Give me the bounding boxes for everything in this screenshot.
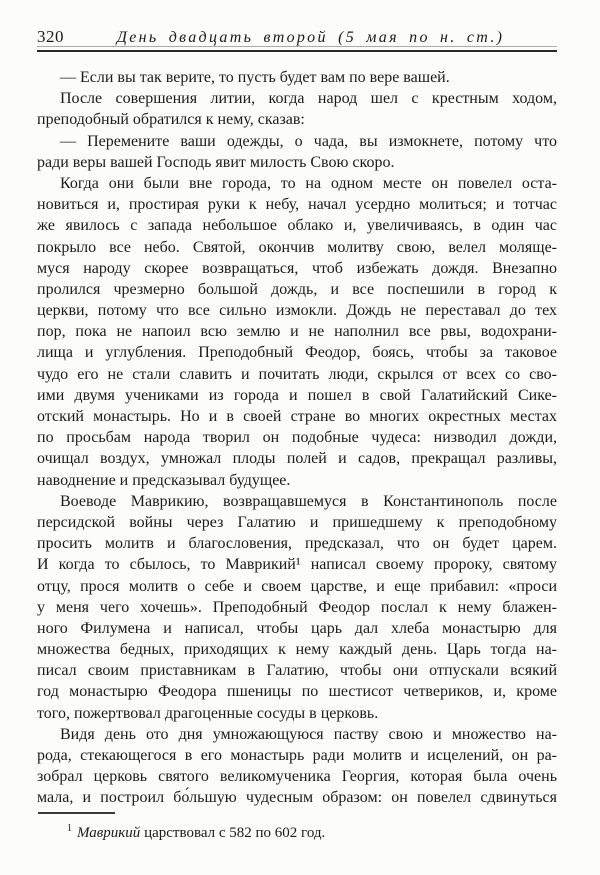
text-line: Когда они были вне города, то на одном месте он повелел оста- [60,174,557,192]
text-line: отцу, прося молитв о себе и своем царстве, и еще прибавил: «проси [37,577,557,595]
text-line: пор, пока не напоил всю землю и не наполнил все рвы, водохрани- [37,323,557,341]
footnote-text: царствовал с 582 по 602 год. [140,825,326,841]
text-line: просить молитв и благословения, предсказал, что он будет царем. [37,535,557,553]
text-line: преподобный обратился к нему, сказав: [37,111,305,129]
text-line: — Если вы так верите, то пусть будет вам по вере вашей. [60,69,450,86]
text-line: новиться и, простирая руки к небу, начал усердно молиться; и тотчас [37,196,557,214]
page-header [37,27,557,47]
paragraph [37,724,557,809]
running-title: День двадцать второй (5 мая по н. ст.) [116,29,505,46]
text-line: у меня чего хочешь». Преподобный Феодор послал к нему блажен- [37,598,557,616]
text-line: отский монастырь. Но и в своей стране во многих окрестных местах [37,408,557,425]
text-line: рода, стекающегося в его монастырь ради молитв и исцелений, он ра- [37,747,557,764]
text-line: После совершения литии, когда народ шел с крестным ходом, [60,90,557,108]
header-rule-thin [37,46,557,47]
text-line: ного Филумена и написал, чтобы царь дал хлеба монастырю для [37,619,557,637]
paragraph [37,88,557,130]
text-line: — Перемените ваши одежды, о чада, вы измокнете, потому что [60,132,557,150]
text-line: чудо его не стали славить и почитать люди, скрылся от всех со сво- [37,365,557,383]
text-line: того, пожертвовал драгоценные сосуды в церковь. [37,704,379,722]
text-line: мала, и построил бо́льшую чудесным образом: он повелел сдвинуться [37,789,557,807]
text-line: пролился чрезмерно большой дождь, и все поспешили в город к [37,280,557,298]
text-line: год монастырю Феодора пшеницы по шестисот четвериков, и, кроме [37,683,557,701]
body-text [37,67,557,809]
footnote [37,819,557,843]
footnote-term: Маврикий [77,825,141,841]
footnote-rule [38,812,115,814]
paragraph [37,491,557,724]
text-line: наводнение и предсказывал будущее. [37,471,291,489]
header-rule-thick [37,50,557,52]
text-line: ради веры вашей Господь явит милость Свою скоро. [37,153,395,171]
text-line: множества бедных, приходящих к нему каждый день. Царь тогда на- [37,641,557,659]
text-line: И когда то сбылось, то Маврикий¹ написал своему пророку, святому [37,556,557,574]
paragraph [37,131,557,173]
text-line: зобрал церковь святого великомученика Георгия, которая была очень [37,768,557,786]
paragraph [37,173,557,491]
text-line: церкви, потому что все сильно измокли. Дождь не переставал до тех [37,302,557,320]
text-line: очищал воздух, умножал плоды полей и садов, прекращал разливы, [37,450,557,468]
text-line: писал своим приставникам в Галатию, чтобы они отпускали всякий [37,662,557,680]
text-line: ими двумя учениками из города и пошел в свой Галатийский Сике- [37,386,557,404]
text-line: по просьбам народа творил он подобные чудеса: низводил дожди, [37,429,557,447]
paragraph [37,67,557,88]
text-line: Видя день ото дня умножающуюся паству свою и множество на- [60,725,557,743]
text-line: персидской войны через Галатию и пришедшему к преподобному [37,513,557,531]
text-line: Воеводе Маврикию, возвращавшемуся в Константинополь после [60,492,557,510]
page-number: 320 [37,27,64,46]
text-line: покрыло все небо. Святой, окончив молитву свою, велел моляще- [37,238,557,256]
footnote-line [37,819,557,843]
text-line: же явилось с запада небольшое облако и, увеличиваясь, в один час [37,217,557,235]
footnote-marker: 1 [67,823,72,834]
text-line: муся народу скорее возвращаться, чтоб избежать дождя. Внезапно [37,259,557,277]
text-line: лища и углубления. Преподобный Феодор, боясь, чтобы за таковое [37,344,557,362]
